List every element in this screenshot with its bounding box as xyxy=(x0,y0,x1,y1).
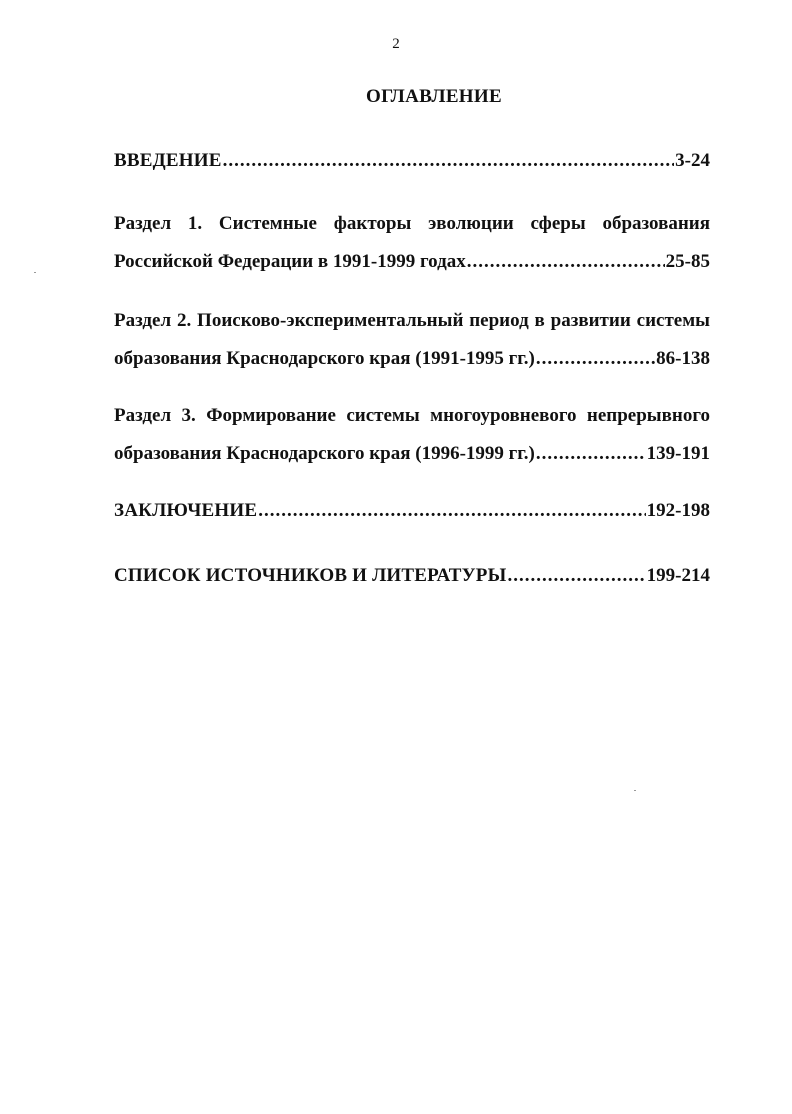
toc-entry-intro-pages: 3-24 xyxy=(675,150,710,171)
toc-entry-conclusion-label: ЗАКЛЮЧЕНИЕ xyxy=(114,500,258,521)
page-number: 2 xyxy=(392,36,400,52)
toc-entry-section-3-line1: Раздел 3. Формирование системы многоуровневого непрерывного xyxy=(114,405,710,426)
toc-title: ОГЛАВЛЕНИЕ xyxy=(366,86,502,107)
scan-speck xyxy=(34,272,36,273)
toc-entry-section-2-pages: 86-138 xyxy=(656,348,710,369)
toc-entry-section-1[interactable] xyxy=(114,205,710,281)
dot-leader xyxy=(467,243,665,281)
toc-entry-section-1-line1: Раздел 1. Системные факторы эволюции сферы образования xyxy=(114,213,710,234)
toc-entry-section-3-pages: 139-191 xyxy=(646,443,710,464)
dot-leader xyxy=(507,557,645,595)
dot-leader xyxy=(258,492,645,530)
toc-entry-section-3-line2: образования Краснодарского края (1996-1999 гг.) xyxy=(114,443,535,464)
toc-entry-sources-pages: 199-214 xyxy=(646,565,710,586)
toc-entry-conclusion[interactable] xyxy=(114,492,710,530)
toc-entry-section-1-pages: 25-85 xyxy=(665,251,710,272)
dot-leader xyxy=(536,340,655,378)
toc-entry-intro[interactable] xyxy=(114,142,710,180)
toc-entry-sources[interactable] xyxy=(114,557,710,595)
toc-entry-sources-label: СПИСОК ИСТОЧНИКОВ И ЛИТЕРАТУРЫ xyxy=(114,565,507,586)
toc-entry-section-2-line2: образования Краснодарского края (1991-1995 гг.) xyxy=(114,348,535,369)
dot-leader xyxy=(223,142,675,180)
scan-speck xyxy=(634,790,636,791)
toc-entry-intro-label: ВВЕДЕНИЕ xyxy=(114,150,222,171)
toc-entry-section-3[interactable] xyxy=(114,397,710,473)
toc-entry-section-2[interactable] xyxy=(114,302,710,378)
dot-leader xyxy=(536,435,646,473)
toc-entry-section-1-line2: Российской Федерации в 1991-1999 годах xyxy=(114,251,466,272)
toc-entry-section-2-line1: Раздел 2. Поисково-экспериментальный период в развитии системы xyxy=(114,310,710,331)
toc-entry-conclusion-pages: 192-198 xyxy=(646,500,710,521)
